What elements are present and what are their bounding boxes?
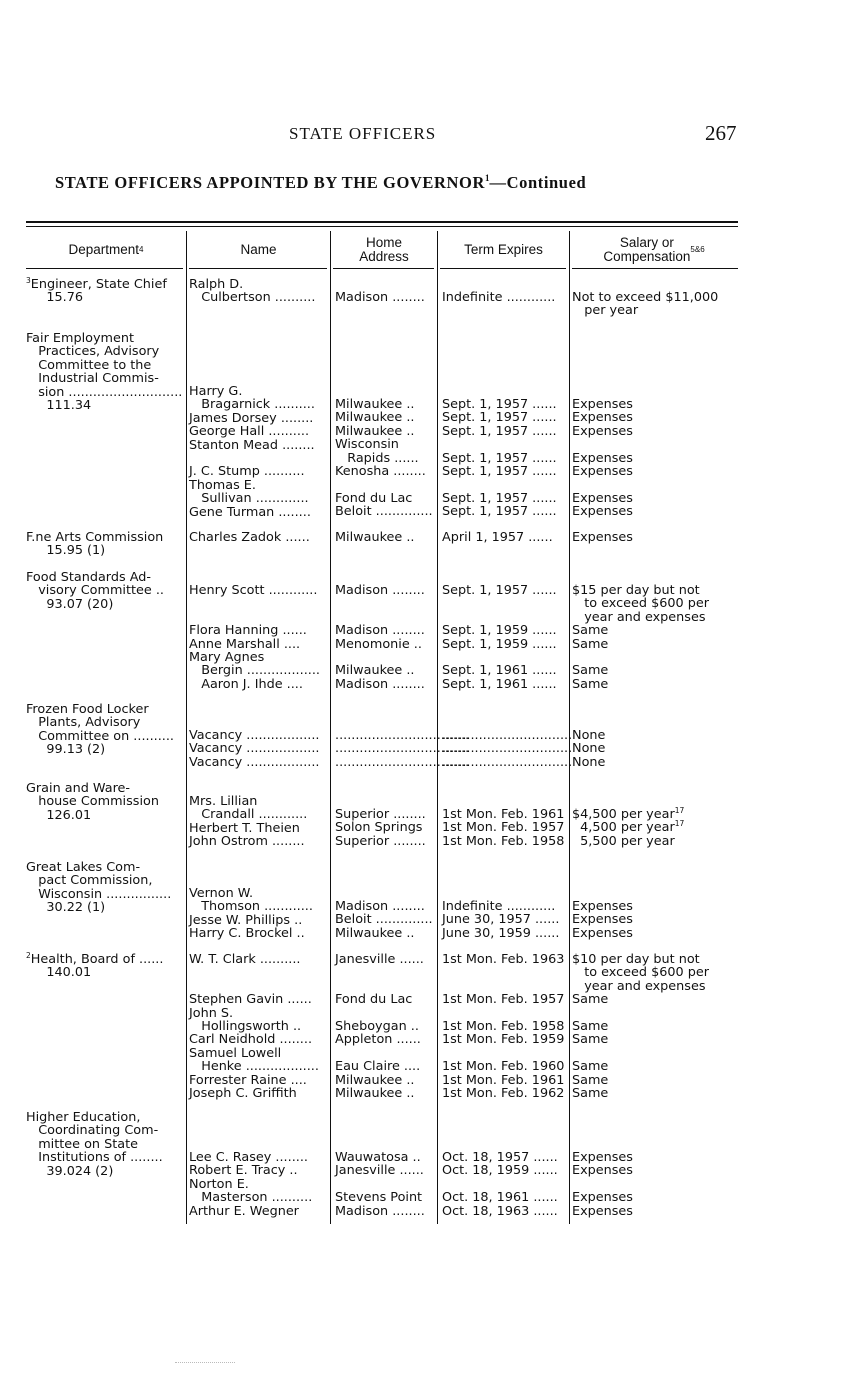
cell-name: Ralph D. Culbertson ..........: [189, 277, 316, 306]
table-top-rule-thin: [26, 226, 738, 227]
cell-department: Food Standards Ad- visory Committee .. 93.07 (20): [26, 570, 164, 612]
cell-salary: None None None: [572, 728, 606, 770]
column-divider: [330, 231, 331, 1224]
cell-term: April 1, 1957 ......: [442, 530, 553, 545]
cell-department: F.ne Arts Commission 15.95 (1): [26, 530, 164, 559]
cell-term: Oct. 18, 1957 ...... Oct. 18, 1959 ...... Oct. 18, 1961 ...... Oct. 18, 1963 ......: [442, 1150, 558, 1219]
column-header-term-expires: [438, 233, 569, 267]
cell-address: Janesville ...... Fond du Lac Sheboygan .. Appleton ...... Eau Claire .... Milwaukee .. Milwaukee ..: [335, 952, 424, 1102]
cell-department: Great Lakes Com- pact Commission, Wisconsin ................ 30.22 (1): [26, 860, 172, 916]
running-title: STATE OFFICERS: [289, 124, 437, 143]
column-divider: [186, 231, 187, 1224]
cell-department: Fair Employment Practices, Advisory Committee to the Industrial Commis- sion ............................ 111.34: [26, 331, 183, 414]
cell-name: Vernon W. Thomson ............ Jesse W. Phillips .. Harry C. Brockel ..: [189, 886, 313, 942]
table-title-suffix: —Continued: [489, 173, 587, 192]
header-underline: [333, 268, 434, 269]
cell-department: Frozen Food Locker Plants, Advisory Committee on .......... 99.13 (2): [26, 702, 174, 758]
table-title: [55, 173, 586, 193]
cell-department: Higher Education, Coordinating Com- mittee on State Institutions of ........ 39.024 (2): [26, 1110, 163, 1179]
column-header-label: Term Expires: [464, 242, 543, 257]
cell-name: Charles Zadok ......: [189, 530, 310, 545]
cell-address: ................................. ................................. .................................: [335, 728, 470, 770]
cell-name: Lee C. Rasey ........ Robert E. Tracy .. Norton E. Masterson .......... Arthur E. Wegner: [189, 1150, 313, 1219]
cell-term: ................................ ................................ ................................: [442, 728, 573, 770]
cell-name: Harry G. Bragarnick .......... James Dorsey ........ George Hall .......... Stanton Mead ........ J. C. Stump .......... Thomas E. Sullivan ............. Gene Turman ........: [189, 384, 315, 520]
column-header-footnote: 4: [139, 245, 144, 254]
cell-department: $^2$Health, Board of ...... 140.01: [26, 951, 164, 981]
cell-name: Vacancy .................. Vacancy .................. Vacancy ..................: [189, 728, 320, 770]
column-header-label: Name: [240, 242, 277, 257]
cell-name: Henry Scott ............ Flora Hanning ...... Anne Marshall .... Mary Agnes Bergin .................. Aaron J. Ihde ....: [189, 583, 320, 692]
column-header-name: [187, 233, 330, 267]
cell-address: Milwaukee ..: [335, 530, 415, 545]
cell-term: Indefinite ............: [442, 290, 556, 305]
header-underline: [26, 268, 183, 269]
cell-term: 1st Mon. Feb. 1961 1st Mon. Feb. 1957 1st Mon. Feb. 1958: [442, 807, 565, 849]
column-header-footnote: 5&6: [690, 245, 705, 254]
cell-salary: Not to exceed $11,000 per year: [572, 290, 719, 319]
cell-address: Milwaukee .. Milwaukee .. Milwaukee .. Wisconsin Rapids ...... Kenosha ........ Fond du Lac Beloit ..............: [335, 397, 433, 520]
cell-term: Sept. 1, 1957 ...... Sept. 1, 1957 ...... Sept. 1, 1957 ...... Sept. 1, 1957 ...... Sept. 1, 1957 ...... Sept. 1, 1957 ...... Sept. 1, 1957 ......: [442, 397, 557, 520]
scan-artifact: [175, 1362, 235, 1365]
cell-address: Madison ........ Madison ........ Menomonie .. Milwaukee .. Madison ........: [335, 583, 425, 692]
cell-address: Madison ........ Beloit .............. Milwaukee ..: [335, 899, 433, 941]
column-header-home-address: [331, 233, 437, 267]
cell-salary: Expenses Expenses Expenses Expenses Expenses Expenses Expenses: [572, 397, 633, 520]
cell-department: $^3$Engineer, State Chief 15.76: [26, 276, 167, 306]
column-header-label: Salary or Compensation: [603, 235, 691, 264]
column-header-department: [26, 233, 186, 267]
cell-term: 1st Mon. Feb. 1963 1st Mon. Feb. 1957 1st Mon. Feb. 1958 1st Mon. Feb. 1959 1st Mon. Feb. 1960 1st Mon. Feb. 1961 1st Mon. Feb. 1962: [442, 952, 565, 1102]
cell-name: Mrs. Lillian Crandall ............ Herbert T. Theien John Ostrom ........: [189, 794, 308, 850]
table-title-text: STATE OFFICERS APPOINTED BY THE GOVERNOR: [55, 173, 485, 192]
cell-address: Wauwatosa .. Janesville ...... Stevens Point Madison ........: [335, 1150, 425, 1219]
column-header-label: Department: [68, 242, 140, 257]
column-header-salary: [570, 233, 738, 267]
cell-address: Superior ........ Solon Springs Superior ........: [335, 807, 426, 849]
header-underline: [189, 268, 327, 269]
cell-department: Grain and Ware- house Commission 126.01: [26, 781, 159, 823]
cell-address: Madison ........: [335, 290, 425, 305]
cell-name: W. T. Clark .......... Stephen Gavin ...... John S. Hollingsworth .. Carl Neidhold ........ Samuel Lowell Henke .................. Forrester Raine .... Joseph C. Griffith: [189, 952, 319, 1102]
column-header-label: Home Address: [359, 235, 409, 264]
table-title-footnote: 1: [485, 173, 490, 183]
header-underline: [440, 268, 566, 269]
cell-salary: $4,500 per year$^{17}$ 4,500 per year$^{17}$ 5,500 per year: [572, 806, 685, 849]
cell-salary: Expenses Expenses Expenses Expenses: [572, 1150, 633, 1219]
cell-salary: Expenses Expenses Expenses: [572, 899, 633, 941]
page-number: 267: [705, 121, 737, 145]
header-underline: [572, 268, 738, 269]
cell-salary: $15 per day but not to exceed $600 per year and expenses Same Same Same Same: [572, 583, 709, 692]
cell-term: Indefinite ............ June 30, 1957 ...... June 30, 1959 ......: [442, 899, 560, 941]
cell-salary: $10 per day but not to exceed $600 per year and expenses Same Same Same Same Same Same: [572, 952, 709, 1102]
table-top-rule: [26, 221, 738, 223]
cell-salary: Expenses: [572, 530, 633, 545]
cell-term: Sept. 1, 1957 ...... Sept. 1, 1959 ...... Sept. 1, 1959 ...... Sept. 1, 1961 ...... Sept. 1, 1961 ......: [442, 583, 557, 692]
